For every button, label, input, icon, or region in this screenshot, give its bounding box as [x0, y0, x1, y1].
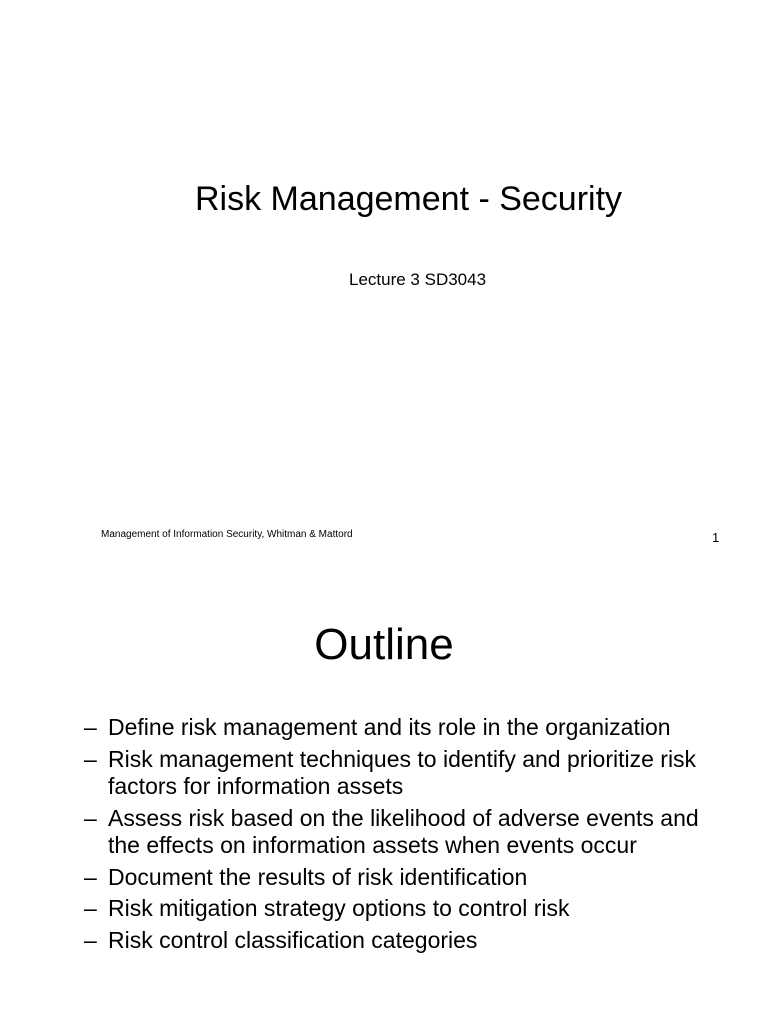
list-item [84, 805, 734, 860]
slide-2 [0, 576, 768, 1024]
outline-list [84, 714, 734, 958]
dash-bullet-icon: – [84, 745, 97, 772]
list-item [84, 864, 734, 892]
dash-bullet-icon: – [84, 714, 97, 740]
dash-bullet-icon: – [84, 804, 97, 831]
list-item-text: Assess risk based on the likelihood of adverse events and the effects on information assets when events occur [108, 804, 699, 858]
dash-bullet-icon: – [84, 895, 97, 921]
list-item [84, 746, 734, 801]
list-item-text: Document the results of risk identification [108, 863, 528, 890]
slide-1-footer: Management of Information Security, Whitman & Mattord [101, 529, 353, 540]
slide-1-title: Risk Management - Security [195, 180, 623, 218]
dash-bullet-icon: – [84, 926, 97, 953]
list-item-text: Risk control classification categories [108, 926, 478, 953]
list-item [84, 714, 734, 742]
dash-bullet-icon: – [84, 863, 97, 890]
list-item [84, 895, 734, 923]
list-item-text: Define risk management and its role in the organization [108, 714, 671, 740]
list-item-text: Risk management techniques to identify and prioritize risk factors for information assets [108, 745, 697, 799]
list-item-text: Risk mitigation strategy options to control risk [108, 895, 570, 921]
slide-1-subtitle: Lecture 3 SD3043 [349, 270, 487, 289]
list-item [84, 927, 734, 955]
slide-2-title: Outline [314, 620, 454, 669]
slide-1-page-number: 1 [712, 530, 720, 545]
